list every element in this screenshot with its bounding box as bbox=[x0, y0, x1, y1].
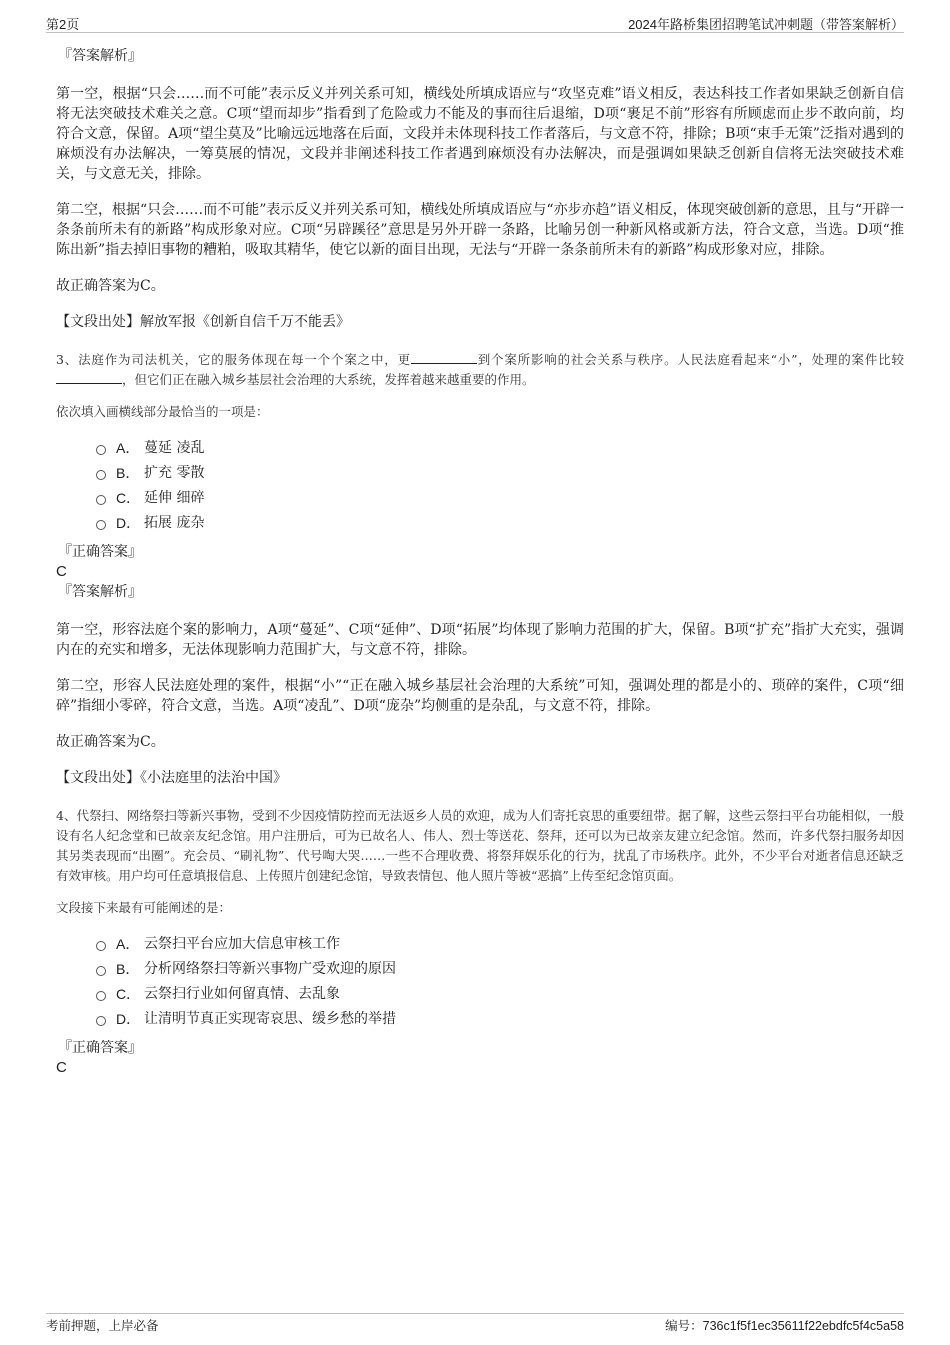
radio-icon[interactable] bbox=[96, 1016, 106, 1026]
question-prompt: 依次填入画横线部分最恰当的一项是： bbox=[56, 404, 269, 419]
option-b[interactable]: B． 分析网络祭扫等新兴事物广受欢迎的原因 bbox=[56, 957, 904, 982]
option-a[interactable]: A． 蔓延 凌乱 bbox=[56, 436, 904, 461]
radio-icon[interactable] bbox=[96, 470, 106, 480]
option-a[interactable]: A． 云祭扫平台应加大信息审核工作 bbox=[56, 932, 904, 957]
document-title: 2024年路桥集团招聘笔试冲刺题（带答案解析） bbox=[628, 17, 904, 32]
answer-label: 『正确答案』 bbox=[58, 544, 142, 560]
option-c[interactable]: C． 云祭扫行业如何留真情、去乱象 bbox=[56, 982, 904, 1007]
analysis-paragraph: 第二空，形容人民法庭处理的案件，根据“小”“正在融入城乡基层社会治理的大系统”可知，强调处理的都是小的、琐碎的案件，C项“细碎”指细小零碎，符合文意，当选。A项“凌乱”、D项“庞杂”均侧重的是杂乱，与文意不符，排除。 bbox=[56, 678, 904, 714]
radio-icon[interactable] bbox=[96, 991, 106, 1001]
question-prompt: 文段接下来最有可能阐述的是： bbox=[56, 900, 232, 915]
radio-icon[interactable] bbox=[96, 445, 106, 455]
source-citation: 【文段出处】《小法庭里的法治中国》 bbox=[56, 770, 287, 786]
conclusion: 故正确答案为C。 bbox=[56, 278, 165, 294]
conclusion: 故正确答案为C。 bbox=[56, 734, 165, 750]
fill-blank bbox=[56, 371, 122, 384]
analysis-label: 『答案解析』 bbox=[58, 584, 142, 600]
analysis-paragraph: 第一空，根据“只会……而不可能”表示反义并列关系可知，横线处所填成语应与“攻坚克难”语义相反，表达科技工作者如果缺乏创新自信将无法突破技术难关之意。C项“望而却步”指看到了危险或力不能及的事而往后退缩，D项“裹足不前”形容有所顾虑而止步不敢向前，均符合文意，保留。A项“望尘莫及”比喻远远地落在后面，文段并未体现科技工作者落后，与文意不符，排除；B项“束手无策”泛指对遇到的麻烦没有办法解决，一筹莫展的情况，文段并非阐述科技工作者遇到麻烦没有办法解决，而是强调如果缺乏创新自信将无法突破技术难关，与文意无关，排除。 bbox=[56, 86, 904, 182]
option-c[interactable]: C． 延伸 细碎 bbox=[56, 486, 904, 511]
fill-blank bbox=[411, 351, 477, 364]
radio-icon[interactable] bbox=[96, 966, 106, 976]
question-stem: 3、法庭作为司法机关，它的服务体现在每一个个案之中，更 到个案所影响的社会关系与秩序。人民法庭看起来“小”，处理的案件比较，但它们正在融入城乡基层社会治理的大系统，发挥着越来越重要的作用。 bbox=[56, 352, 904, 387]
answer-value: C bbox=[56, 563, 67, 580]
page-content bbox=[56, 44, 904, 1078]
answer-label: 『正确答案』 bbox=[58, 1040, 142, 1056]
option-list bbox=[56, 436, 904, 536]
page-number: 第2页 bbox=[46, 17, 80, 32]
question-stem: 4、代祭扫、网络祭扫等新兴事物，受到不少因疫情防控而无法返乡人员的欢迎，成为人们寄托哀思的重要纽带。据了解，这些云祭扫平台功能相似，一般设有名人纪念堂和已故亲友纪念馆。用户注册后，可为已故名人、伟人、烈士等送花、祭拜，还可以为已故亲友建立纪念馆。然而，许多代祭扫服务却因其另类表现而“出圈”。充会员、“刷礼物”、代号啕大哭……一些不合理收费、将祭拜娱乐化的行为，扰乱了市场秩序。此外，不少平台对逝者信息还缺乏有效审核。用户均可任意填报信息、上传照片创建纪念馆，导致表情包、他人照片等被“恶搞”上传至纪念馆页面。 bbox=[56, 808, 904, 883]
page-header bbox=[46, 14, 904, 33]
answer-value: C bbox=[56, 1059, 67, 1076]
option-list bbox=[56, 932, 904, 1032]
option-d[interactable]: D． 拓展 庞杂 bbox=[56, 511, 904, 536]
option-d[interactable]: D． 让清明节真正实现寄哀思、缓乡愁的举措 bbox=[56, 1007, 904, 1032]
option-b[interactable]: B． 扩充 零散 bbox=[56, 461, 904, 486]
analysis-label: 『答案解析』 bbox=[58, 48, 142, 64]
radio-icon[interactable] bbox=[96, 941, 106, 951]
page-footer bbox=[46, 1313, 904, 1334]
footer-slogan: 考前押题，上岸必备 bbox=[46, 1318, 159, 1333]
analysis-paragraph: 第二空，根据“只会……而不可能”表示反义并列关系可知，横线处所填成语应与“亦步亦趋”语义相反，体现突破创新的意思，且与“开辟一条条前所未有的新路”构成形象对应。C项“另辟蹊径”意思是另外开辟一条路，比喻另创一种新风格或新方法，符合文意，当选。D项“推陈出新”指去掉旧事物的糟粕，吸取其精华，使它以新的面目出现，无法与“开辟一条条前所未有的新路”构成形象对应，排除。 bbox=[56, 202, 904, 258]
radio-icon[interactable] bbox=[96, 495, 106, 505]
analysis-paragraph: 第一空，形容法庭个案的影响力，A项“蔓延”、C项“延伸”、D项“拓展”均体现了影响力范围的扩大，保留。B项“扩充”指扩大充实，强调内在的充实和增多，无法体现影响力范围扩大，与文意不符，排除。 bbox=[56, 622, 904, 658]
document-serial: 编号：736c1f5f1ec35611f22ebdfc5f4c5a58 bbox=[665, 1319, 904, 1333]
source-citation: 【文段出处】解放军报《创新自信千万不能丢》 bbox=[56, 314, 350, 330]
radio-icon[interactable] bbox=[96, 520, 106, 530]
